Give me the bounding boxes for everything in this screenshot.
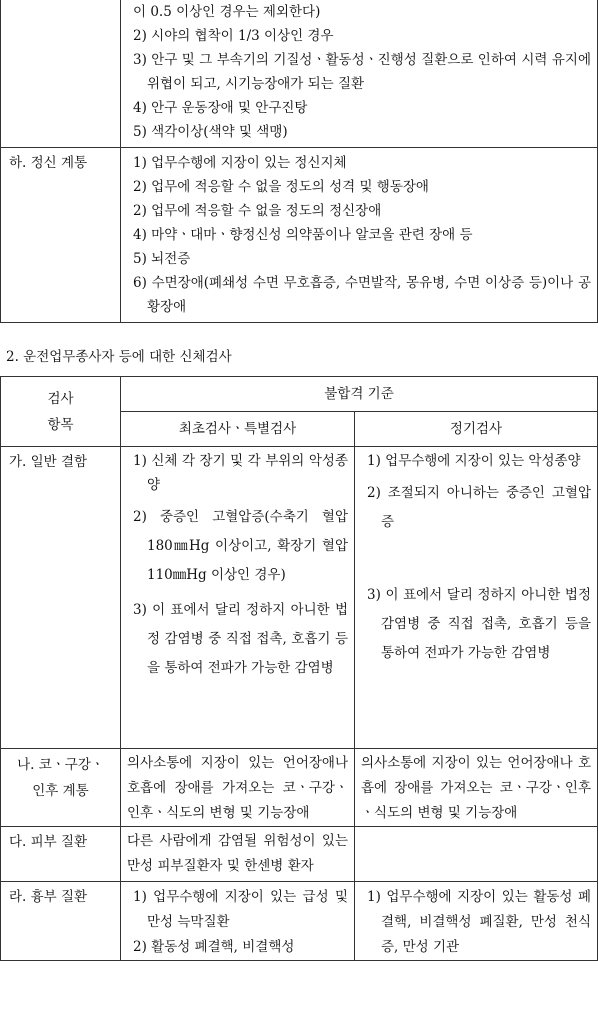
header-criteria: 불합격 기준 xyxy=(121,377,598,412)
header-periodic: 정기검사 xyxy=(355,412,598,447)
list-item: 2) 시야의 협착이 1/3 이상인 경우 xyxy=(133,28,334,44)
list-item: 4) 안구 운동장애 및 안구진탕 xyxy=(133,100,308,116)
periodic-cell-empty xyxy=(355,827,598,882)
category-cell: 가. 일반 결함 xyxy=(1,447,121,749)
list-item: 의사소통에 지장이 있는 언어장애나 호흡에 장애를 가져오는 코ㆍ구강ㆍ인후ㆍ식도의 변형 및 기능장애 xyxy=(361,755,591,821)
list-item: 2) 조절되지 아니하는 중증인 고혈압증 xyxy=(367,485,591,530)
driver-exam-table xyxy=(0,376,598,961)
header-row xyxy=(1,377,598,412)
list-item: 3) 이 표에서 달리 정하지 아니한 법정 감염병 중 직접 접촉, 호흡기 등을 통하여 전파가 가능한 감염병 xyxy=(133,602,348,676)
table-row xyxy=(1,0,598,148)
category-cell: 하. 정신 계통 xyxy=(1,148,121,323)
header-initial-special: 최초검사ㆍ특별검사 xyxy=(121,412,355,447)
list-item: 1) 신체 각 장기 및 각 부위의 악성종양 xyxy=(133,453,348,493)
list-item: 5) 뇌전증 xyxy=(133,251,191,267)
table-row xyxy=(1,827,598,882)
table-row xyxy=(1,749,598,827)
periodic-cell xyxy=(355,749,598,827)
header-item-col: 검사 항목 xyxy=(1,377,121,447)
initial-cell xyxy=(121,882,355,961)
list-item: 4) 마약ㆍ대마ㆍ향정신성 의약품이나 알코올 관련 장애 등 xyxy=(133,227,473,243)
table-row xyxy=(1,882,598,961)
list-item: 2) 중증인 고혈압증(수축기 혈압 180㎜Hg 이상이고, 확장기 혈압 110㎜Hg 이상인 경우) xyxy=(133,509,348,583)
category-cell: 다. 피부 질환 xyxy=(1,827,121,882)
periodic-cell xyxy=(355,447,598,749)
category-cell: 라. 흉부 질환 xyxy=(1,882,121,961)
items-cell xyxy=(121,148,598,323)
list-item: 5) 색각이상(색약 및 색맹) xyxy=(133,124,288,140)
list-item: 1) 업무수행에 지장이 있는 활동성 폐결핵, 비결핵성 폐질환, 만성 천식증, 만성 기관 xyxy=(367,889,591,955)
initial-cell xyxy=(121,749,355,827)
list-item: 2) 업무에 적응할 수 없을 정도의 정신장애 xyxy=(133,203,382,219)
list-item: 3) 이 표에서 달리 정하지 아니한 법정 감염병 중 직접 접촉, 호흡기 등을 통하여 전파가 가능한 감염병 xyxy=(367,587,591,661)
category-cell xyxy=(1,0,121,148)
periodic-cell xyxy=(355,882,598,961)
list-item: 1) 업무수행에 지장이 있는 급성 및 만성 늑막질환 xyxy=(133,889,348,930)
items-cell xyxy=(121,0,598,148)
list-item: 6) 수면장애(폐쇄성 수면 무호흡증, 수면발작, 몽유병, 수면 이상증 등)이나 공황장애 xyxy=(133,275,591,315)
section-caption: 2. 운전업무종사자 등에 대한 신체검사 xyxy=(6,349,232,365)
category-cell: 나. 코ㆍ구강ㆍ 인후 계통 xyxy=(1,749,121,827)
list-item: 의사소통에 지장이 있는 언어장애나 호흡에 장애를 가져오는 코ㆍ구강ㆍ인후ㆍ식도의 변형 및 기능장애 xyxy=(127,755,348,821)
list-item: 다른 사람에게 감염될 위험성이 있는 만성 피부질환자 및 한센병 환자 xyxy=(127,833,348,874)
list-item: 2) 활동성 폐결핵, 비결핵성 xyxy=(133,939,295,955)
list-item: 3) 안구 및 그 부속기의 기질성ㆍ활동성ㆍ진행성 질환으로 인하여 시력 유지에 위협이 되고, 시기능장애가 되는 질환 xyxy=(133,52,591,92)
list-item: 1) 업무수행에 지장이 있는 정신지체 xyxy=(133,155,347,171)
table-row xyxy=(1,148,598,323)
table-row xyxy=(1,447,598,749)
list-item: 2) 업무에 적응할 수 없을 정도의 성격 및 행동장애 xyxy=(133,179,429,195)
initial-cell xyxy=(121,447,355,749)
criteria-table-continued xyxy=(0,0,598,323)
initial-cell xyxy=(121,827,355,882)
list-item: 이 0.5 이상인 경우는 제외한다) xyxy=(133,4,321,20)
list-item: 1) 업무수행에 지장이 있는 악성종양 xyxy=(367,453,581,469)
